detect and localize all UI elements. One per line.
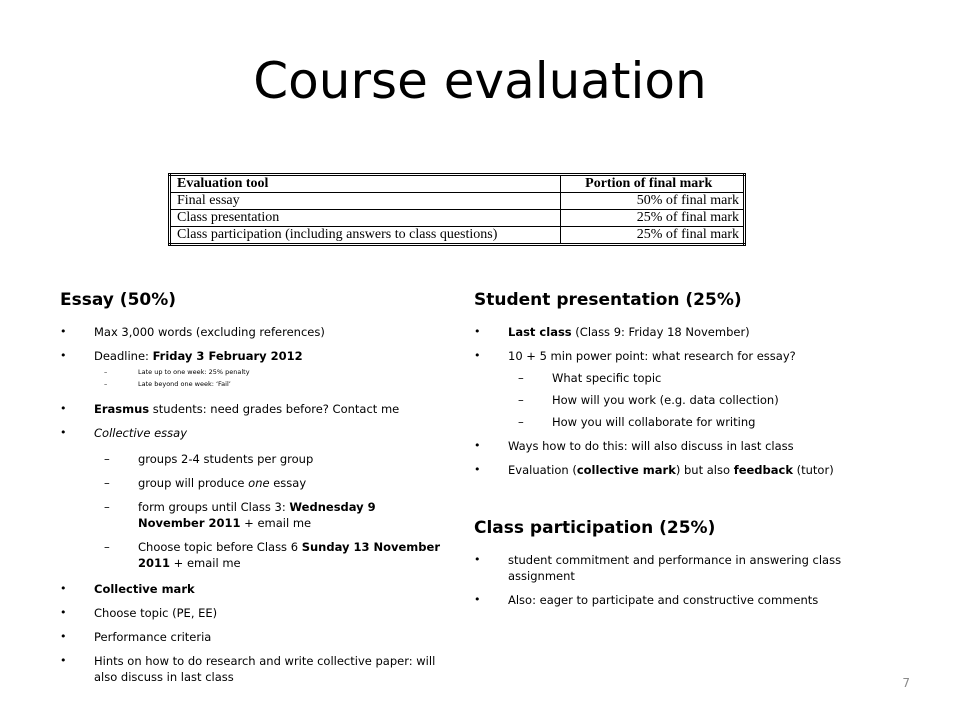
list-item (60, 348, 440, 364)
item-text: groups 2-4 students per group (138, 452, 314, 466)
list-item (474, 552, 904, 584)
item-text: What specific topic (552, 371, 662, 385)
essay-heading: Essay (50%) (60, 290, 177, 310)
list-item (60, 401, 440, 417)
deadline-date: Friday 3 February 2012 (152, 349, 303, 363)
item-text: Also: eager to participate and constructive comments (508, 593, 819, 607)
item-text: student commitment and performance in answering class assignment (508, 553, 842, 583)
list-item (474, 348, 904, 364)
list-item (474, 462, 904, 478)
item-text: Choose topic (PE, EE) (94, 606, 218, 620)
item-bold: Last class (508, 325, 572, 339)
table-cell: 50% of final mark (561, 193, 745, 210)
table-cell: Final essay (170, 193, 561, 210)
item-text: group will produce (138, 476, 249, 490)
list-item (60, 499, 440, 531)
list-item (474, 370, 904, 386)
evaluation-table (168, 173, 746, 246)
table-row (170, 210, 745, 227)
item-text: 10 + 5 min power point: what research for essay? (508, 349, 796, 363)
table-cell: Class presentation (170, 210, 561, 227)
item-text: How will you work (e.g. data collection) (552, 393, 779, 407)
item-bold: Erasmus (94, 402, 150, 416)
list-item (474, 414, 904, 430)
item-text: Late up to one week: 25% penalty (138, 368, 250, 376)
list-item (60, 368, 440, 377)
item-bold: collective mark (576, 463, 676, 477)
list-item (474, 592, 904, 608)
item-bold: Collective mark (94, 582, 195, 596)
item-text: form groups until Class 3: (138, 500, 290, 514)
item-text: Performance criteria (94, 630, 212, 644)
item-bold: Wednesday 9 November 2011 (138, 500, 376, 530)
item-bold: feedback (733, 463, 793, 477)
table-row (170, 227, 745, 245)
item-text: essay (269, 476, 307, 490)
list-item (60, 581, 440, 597)
item-text: students: need grades before? Contact me (149, 402, 400, 416)
item-italic: one (248, 476, 270, 490)
essay-section (60, 290, 440, 685)
item-text: (tutor) (792, 463, 834, 477)
item-text: Late beyond one week: ‘Fail’ (138, 380, 231, 388)
item-text: Choose topic before Class 6 (138, 540, 302, 554)
list-item (60, 451, 440, 467)
item-text: Deadline: (94, 349, 153, 363)
table-header-row (170, 175, 745, 193)
table-row (170, 193, 745, 210)
list-item (60, 629, 440, 645)
table-cell: 25% of final mark (561, 210, 745, 227)
list-item (60, 653, 440, 685)
item-text: (Class 9: Friday 18 November) (571, 325, 750, 339)
list-item (474, 438, 904, 454)
essay-list (60, 324, 440, 685)
presentation-heading: Student presentation (25%) (474, 290, 742, 310)
table-header: Evaluation tool (170, 175, 561, 193)
slide-title: Course evaluation (253, 52, 707, 110)
item-text: Evaluation ( (508, 463, 577, 477)
item-text: Hints on how to do research and write collective paper: will also discuss in last class (94, 654, 436, 684)
list-item (60, 539, 440, 571)
participation-heading: Class participation (25%) (474, 518, 716, 538)
item-bold: Sunday 13 November 2011 (138, 540, 440, 570)
item-text: How you will collaborate for writing (552, 415, 756, 429)
page-number: 7 (902, 676, 910, 690)
item-text: + email me (170, 556, 241, 570)
item-text: + email me (240, 516, 312, 530)
list-item (60, 425, 440, 441)
presentation-list (474, 324, 904, 478)
list-item (474, 392, 904, 408)
presentation-section (474, 290, 904, 608)
table-header: Portion of final mark (561, 175, 745, 193)
item-text: Max 3,000 words (excluding references) (94, 325, 325, 339)
list-item (60, 380, 440, 389)
list-item (60, 324, 440, 340)
item-text: ) but also (675, 463, 734, 477)
item-text: Collective essay (94, 426, 188, 440)
table-cell: 25% of final mark (561, 227, 745, 245)
item-text: Ways how to do this: will also discuss in last class (508, 439, 794, 453)
table-cell: Class participation (including answers to class questions) (170, 227, 561, 245)
list-item (474, 324, 904, 340)
list-item (60, 475, 440, 491)
participation-list (474, 552, 904, 608)
list-item (60, 605, 440, 621)
